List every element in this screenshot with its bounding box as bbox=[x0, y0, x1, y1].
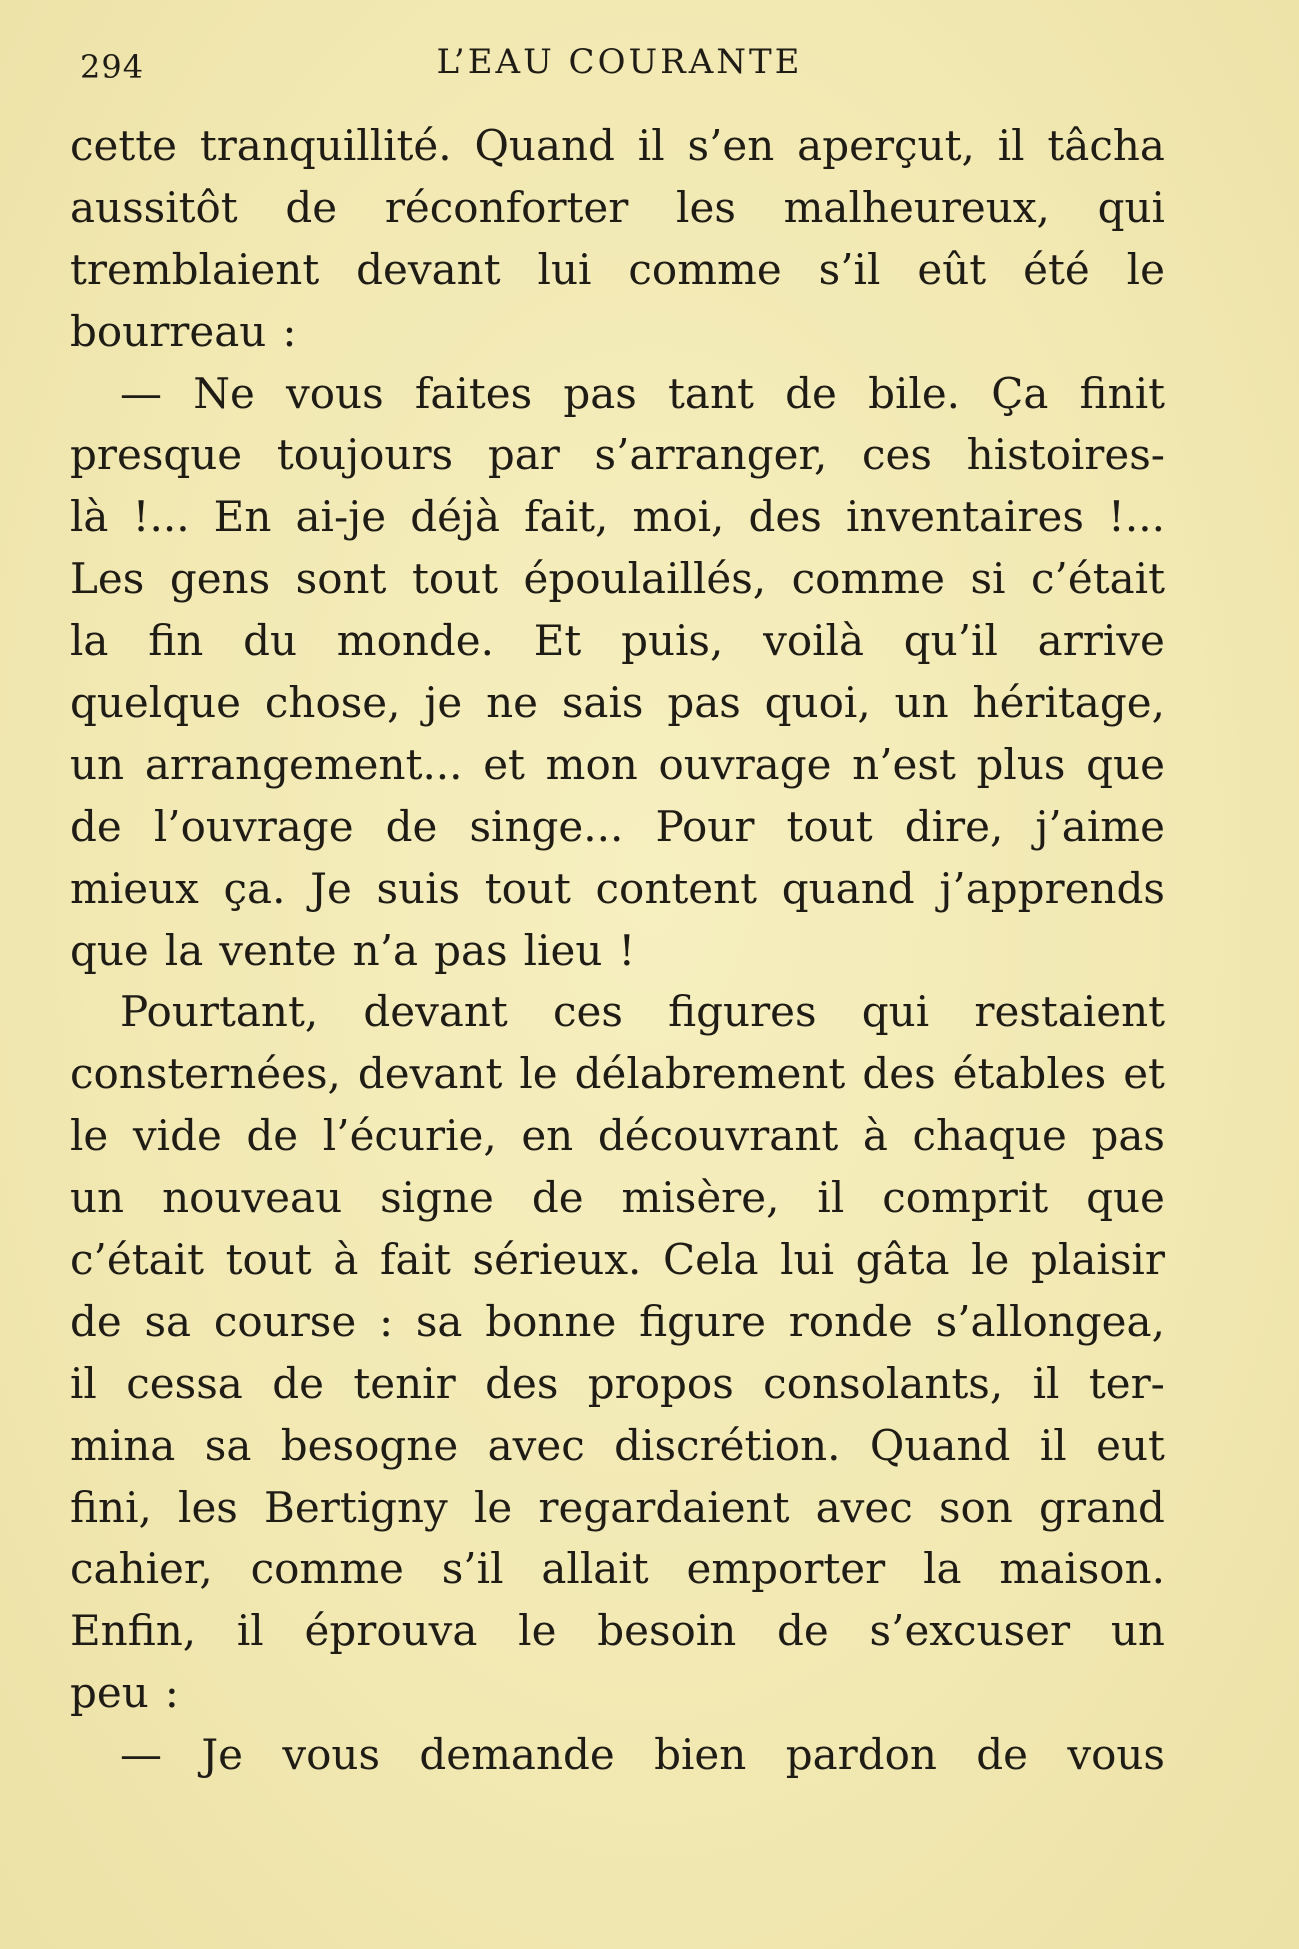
word: aperçut, bbox=[797, 121, 975, 170]
text-line bbox=[70, 301, 1165, 363]
word: à bbox=[333, 1235, 359, 1285]
word: sérieux. bbox=[472, 1235, 642, 1285]
text-line bbox=[70, 610, 1165, 672]
word: à bbox=[862, 1111, 888, 1161]
word: Pour bbox=[655, 801, 755, 851]
word: !... bbox=[1108, 492, 1165, 542]
text-line bbox=[70, 1415, 1165, 1477]
text-line bbox=[70, 1043, 1165, 1105]
word: devant bbox=[357, 1049, 503, 1099]
word: regardaient bbox=[538, 1482, 790, 1532]
text-line bbox=[70, 1291, 1165, 1353]
word: eut bbox=[1096, 1420, 1165, 1470]
word: un bbox=[1110, 1606, 1165, 1656]
word: fait bbox=[379, 1235, 451, 1285]
word: ronde bbox=[788, 1296, 913, 1346]
word: la bbox=[923, 1544, 962, 1594]
word: s’allongea, bbox=[935, 1296, 1165, 1346]
word: des bbox=[485, 1358, 559, 1408]
word: gâta bbox=[855, 1235, 950, 1285]
word: Ça bbox=[991, 368, 1049, 418]
word: bonne bbox=[485, 1296, 617, 1346]
word: besoin bbox=[597, 1606, 737, 1656]
text-line bbox=[70, 1353, 1165, 1415]
word: consternées, bbox=[70, 1049, 341, 1099]
word: faites bbox=[414, 368, 533, 418]
word: sa bbox=[415, 1296, 463, 1346]
text-line bbox=[70, 796, 1165, 858]
word: grand bbox=[1039, 1482, 1165, 1532]
word: que bbox=[70, 925, 149, 975]
word: là bbox=[70, 492, 109, 542]
word: il bbox=[997, 121, 1025, 170]
word: consolants, bbox=[763, 1358, 1004, 1408]
word: Je bbox=[310, 863, 352, 913]
word: il bbox=[1032, 1358, 1060, 1408]
word: mon bbox=[545, 739, 638, 789]
word: fait, bbox=[524, 492, 609, 542]
word: époulaillés, bbox=[523, 554, 767, 604]
word: il bbox=[637, 121, 665, 170]
word: quelque bbox=[70, 678, 242, 728]
word: son bbox=[938, 1482, 1013, 1532]
word: qui bbox=[1097, 182, 1165, 232]
word: il bbox=[1039, 1420, 1067, 1470]
word: de bbox=[777, 1606, 829, 1656]
word: n’est bbox=[852, 739, 956, 789]
word: et bbox=[483, 739, 525, 789]
word: bourreau bbox=[70, 306, 267, 356]
word: Et bbox=[533, 616, 582, 666]
text-line bbox=[70, 486, 1165, 548]
word: figures bbox=[668, 987, 817, 1037]
word: vide bbox=[132, 1111, 222, 1161]
word: finit bbox=[1079, 368, 1165, 418]
word: voilà bbox=[763, 616, 865, 666]
word: s’il bbox=[441, 1544, 504, 1594]
word: l’écurie, bbox=[322, 1111, 497, 1161]
text-line bbox=[70, 177, 1165, 239]
word: tranquillité. bbox=[199, 121, 452, 170]
text-line bbox=[70, 858, 1165, 920]
word: pas bbox=[434, 925, 508, 975]
word: inventaires bbox=[845, 492, 1084, 542]
word: ces bbox=[862, 430, 932, 480]
word: le bbox=[519, 1049, 558, 1099]
word: comme bbox=[628, 244, 782, 294]
word: par bbox=[487, 430, 560, 480]
word: eût bbox=[917, 244, 987, 294]
running-title: L’EAU COURANTE bbox=[436, 42, 803, 82]
word: histoires- bbox=[966, 430, 1165, 480]
word: avec bbox=[487, 1420, 585, 1470]
word: cahier, bbox=[70, 1544, 213, 1594]
word: de bbox=[976, 1730, 1029, 1780]
word: sais bbox=[561, 678, 644, 728]
word: découvrant bbox=[597, 1111, 839, 1161]
word: plus bbox=[976, 739, 1066, 789]
word: du bbox=[243, 616, 297, 666]
word: Cela bbox=[663, 1235, 759, 1285]
word: tâcha bbox=[1047, 121, 1165, 170]
word: malheureux, bbox=[783, 182, 1050, 232]
word: : bbox=[164, 1668, 179, 1718]
word: n’a bbox=[352, 925, 419, 975]
word: le bbox=[70, 1111, 109, 1161]
word: — bbox=[120, 1730, 162, 1780]
word: mieux bbox=[70, 863, 199, 913]
word: aussitôt bbox=[70, 182, 238, 232]
word: mina bbox=[70, 1420, 176, 1470]
word: emporter bbox=[686, 1544, 886, 1594]
word: Quand bbox=[474, 121, 615, 170]
word: le bbox=[1126, 244, 1165, 294]
word: singe... bbox=[469, 801, 624, 851]
word: presque bbox=[70, 430, 243, 480]
word: Ne bbox=[193, 368, 255, 418]
word: réconforter bbox=[384, 182, 629, 232]
word: course bbox=[213, 1296, 357, 1346]
word: pas bbox=[1091, 1111, 1165, 1161]
word: restaient bbox=[974, 987, 1165, 1037]
word: été bbox=[1023, 244, 1090, 294]
text-line bbox=[70, 1167, 1165, 1229]
word: En bbox=[213, 492, 272, 542]
word: c’était bbox=[1030, 554, 1165, 604]
word: arrangement... bbox=[144, 739, 463, 789]
word: c’était bbox=[70, 1235, 204, 1285]
word: comprit bbox=[882, 1173, 1049, 1223]
text-line bbox=[70, 548, 1165, 610]
word: étables bbox=[952, 1049, 1107, 1099]
word: fini, bbox=[70, 1482, 152, 1532]
word: discrétion. bbox=[614, 1420, 841, 1470]
word: comme bbox=[791, 554, 945, 604]
body-text bbox=[70, 115, 1165, 1786]
word: peu bbox=[70, 1668, 149, 1718]
text-line bbox=[70, 115, 1165, 177]
text-line bbox=[70, 363, 1165, 425]
text-line bbox=[70, 1229, 1165, 1291]
word: vous bbox=[286, 368, 384, 418]
word: misère, bbox=[621, 1173, 780, 1223]
word: s’il bbox=[818, 244, 881, 294]
word: il bbox=[70, 1358, 97, 1408]
word: bile. bbox=[868, 368, 961, 418]
text-line bbox=[70, 424, 1165, 486]
word: de bbox=[70, 801, 122, 851]
word: et bbox=[1123, 1049, 1165, 1099]
word: tant bbox=[668, 368, 754, 418]
word: pardon bbox=[785, 1730, 937, 1780]
word: tremblaient bbox=[70, 244, 320, 294]
text-line bbox=[70, 920, 1165, 982]
word: l’ouvrage bbox=[153, 801, 354, 851]
word: avec bbox=[815, 1482, 913, 1532]
word: de bbox=[70, 1296, 122, 1346]
word: ! bbox=[618, 925, 636, 975]
word: la bbox=[164, 925, 204, 975]
word: ces bbox=[553, 987, 623, 1037]
word: les bbox=[178, 1482, 238, 1532]
word: de bbox=[285, 182, 338, 232]
text-line bbox=[70, 672, 1165, 734]
word: chose, bbox=[264, 678, 401, 728]
word: dire, bbox=[904, 801, 1004, 851]
word: pas bbox=[563, 368, 637, 418]
word: maison. bbox=[999, 1544, 1165, 1594]
word: Enfin, bbox=[70, 1606, 197, 1656]
word: sont bbox=[295, 554, 387, 604]
word: éprouva bbox=[304, 1606, 478, 1656]
word: Je bbox=[201, 1730, 244, 1780]
word: Les bbox=[70, 554, 145, 604]
word: que bbox=[1086, 739, 1165, 789]
word: le bbox=[473, 1482, 513, 1532]
word: un bbox=[894, 678, 949, 728]
word: toujours bbox=[276, 430, 454, 480]
word: lieu bbox=[523, 925, 603, 975]
word: un bbox=[70, 739, 125, 789]
word: un bbox=[70, 1173, 125, 1223]
word: de bbox=[785, 368, 837, 418]
word: le bbox=[971, 1235, 1010, 1285]
word: ne bbox=[486, 678, 539, 728]
word: le bbox=[518, 1606, 557, 1656]
word: lui bbox=[537, 244, 592, 294]
word: ouvrage bbox=[658, 739, 832, 789]
word: gens bbox=[169, 554, 271, 604]
word: de bbox=[385, 801, 438, 851]
word: j’apprends bbox=[939, 863, 1165, 913]
word: monde. bbox=[336, 616, 495, 666]
word: si bbox=[970, 554, 1006, 604]
word: je bbox=[424, 678, 463, 728]
word: signe bbox=[380, 1173, 494, 1223]
word: propos bbox=[587, 1358, 734, 1408]
word: héritage, bbox=[972, 678, 1165, 728]
word: s’en bbox=[687, 121, 775, 170]
word: suis bbox=[376, 863, 461, 913]
word: arrive bbox=[1037, 616, 1165, 666]
word: tout bbox=[225, 1235, 312, 1285]
word: sa bbox=[204, 1420, 252, 1470]
word: de bbox=[272, 1358, 324, 1408]
word: figure bbox=[639, 1296, 766, 1346]
word: qu’il bbox=[903, 616, 998, 666]
word: j’aime bbox=[1035, 801, 1165, 851]
word: des bbox=[862, 1049, 936, 1099]
word: nouveau bbox=[162, 1173, 343, 1223]
word: bien bbox=[654, 1730, 747, 1780]
word: la bbox=[70, 616, 109, 666]
page-number: 294 bbox=[80, 48, 145, 86]
text-line bbox=[70, 1662, 1165, 1724]
word: de bbox=[531, 1173, 584, 1223]
word: de bbox=[246, 1111, 299, 1161]
word: sa bbox=[144, 1296, 192, 1346]
word: plaisir bbox=[1031, 1235, 1165, 1285]
word: tout bbox=[484, 863, 571, 913]
word: puis, bbox=[621, 616, 724, 666]
text-line bbox=[70, 1600, 1165, 1662]
word: déjà bbox=[410, 492, 500, 542]
word: allait bbox=[541, 1544, 649, 1594]
word: il bbox=[236, 1606, 264, 1656]
word: cette bbox=[70, 121, 177, 170]
word: besogne bbox=[280, 1420, 459, 1470]
word: fin bbox=[148, 616, 204, 666]
word: tout bbox=[786, 801, 873, 851]
word: des bbox=[748, 492, 822, 542]
text-line bbox=[70, 239, 1165, 301]
word: pas bbox=[667, 678, 741, 728]
word: devant bbox=[363, 987, 508, 1037]
word: tout bbox=[411, 554, 499, 604]
word: vous bbox=[1067, 1730, 1165, 1780]
word: : bbox=[282, 306, 297, 356]
word: comme bbox=[250, 1544, 404, 1594]
word: moi, bbox=[632, 492, 725, 542]
text-line bbox=[70, 1477, 1165, 1539]
word: en bbox=[521, 1111, 574, 1161]
text-line bbox=[70, 1105, 1165, 1167]
word: Quand bbox=[869, 1420, 1011, 1470]
word: Bertigny bbox=[264, 1482, 448, 1532]
word: qui bbox=[861, 987, 930, 1037]
word: que bbox=[1086, 1173, 1165, 1223]
text-line bbox=[70, 734, 1165, 796]
word: il bbox=[817, 1173, 845, 1223]
word: quoi, bbox=[764, 678, 871, 728]
text-line bbox=[70, 1538, 1165, 1600]
word: : bbox=[378, 1296, 394, 1346]
word: s’arranger, bbox=[594, 430, 828, 480]
word: vente bbox=[219, 925, 337, 975]
word: lui bbox=[780, 1235, 835, 1285]
text-line bbox=[70, 1724, 1165, 1786]
word: !... bbox=[132, 492, 190, 542]
word: vous bbox=[282, 1730, 381, 1780]
word: — bbox=[120, 368, 162, 418]
word: quand bbox=[781, 863, 915, 913]
word: cessa bbox=[126, 1358, 243, 1408]
word: ter- bbox=[1088, 1358, 1165, 1408]
word: ça. bbox=[223, 863, 286, 913]
word: chaque bbox=[912, 1111, 1067, 1161]
word: devant bbox=[356, 244, 501, 294]
word: Pourtant, bbox=[120, 987, 319, 1037]
word: les bbox=[676, 182, 736, 232]
text-line bbox=[70, 981, 1165, 1043]
word: s’excuser bbox=[869, 1606, 1071, 1656]
word: demande bbox=[419, 1730, 615, 1780]
word: tenir bbox=[353, 1358, 456, 1408]
word: délabrement bbox=[574, 1049, 846, 1099]
word: content bbox=[595, 863, 758, 913]
word: ai-je bbox=[295, 492, 387, 542]
